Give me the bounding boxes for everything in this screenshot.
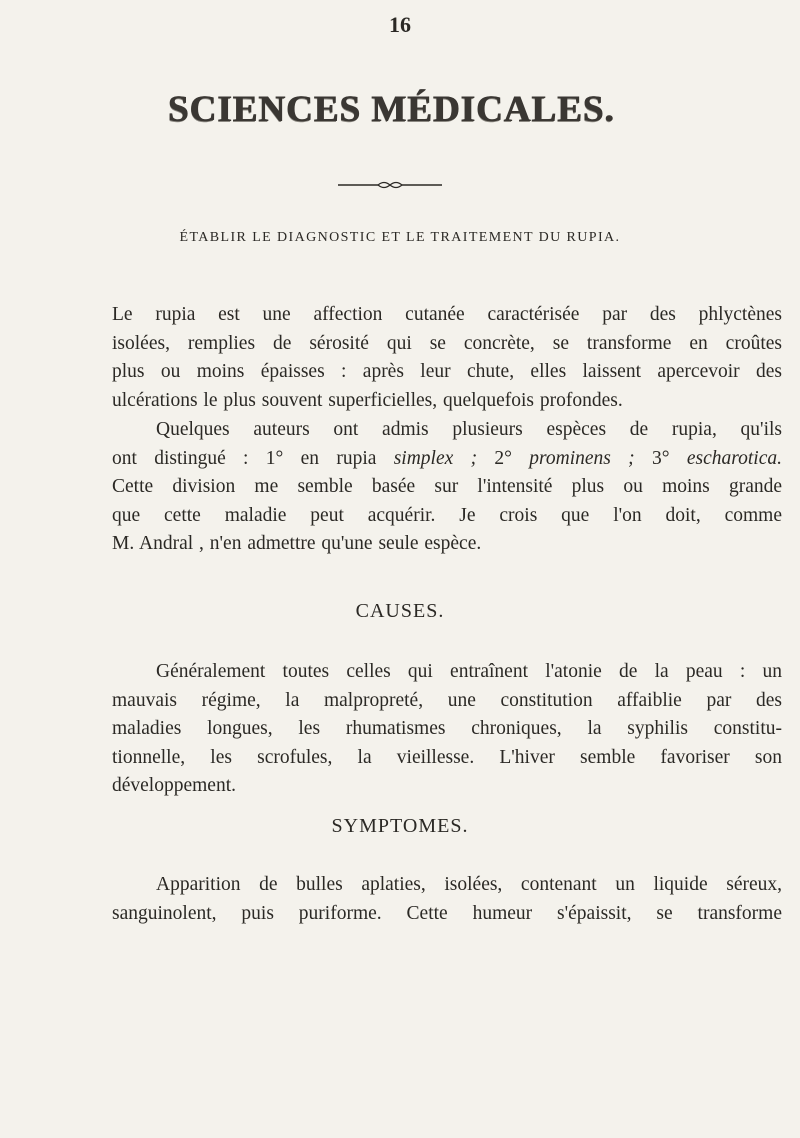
main-heading: SCIENCES MÉDICALES.	[167, 89, 615, 130]
intro-paragraph-2	[112, 416, 782, 559]
text-segment: 2°	[477, 447, 530, 469]
section-subheading: ÉTABLIR LE DIAGNOSTIC ET LE TRAITEMENT DU RUPIA.	[179, 230, 621, 245]
text-line: sanguinolent, puis puriforme. Cette humeur s'épaissit, se transforme	[112, 902, 782, 924]
causes-title: CAUSES.	[355, 600, 445, 622]
text-line	[112, 445, 782, 474]
text-line: isolées, remplies de sérosité qui se concrète, se transforme en croûtes	[112, 332, 782, 354]
text-line: maladies longues, les rhumatismes chroniques, la syphilis constitu-	[112, 718, 782, 740]
symptoms-paragraph	[112, 871, 782, 928]
text-line: ulcérations le plus souvent superficielles, quelquefois profondes.	[112, 389, 623, 411]
text-line: développement.	[112, 775, 236, 797]
text-segment: 3°	[634, 447, 687, 469]
text-line: tionnelle, les scrofules, la vieillesse. L'hiver semble favoriser son	[112, 746, 782, 768]
text-line: que cette maladie peut acquérir. Je crois que l'on doit, comme	[112, 504, 782, 526]
text-line: Apparition de bulles aplaties, isolées, contenant un liquide séreux,	[156, 874, 782, 895]
species-simplex: simplex ;	[393, 447, 478, 469]
text-line: Quelques auteurs ont admis plusieurs espèces de rupia, qu'ils	[156, 419, 782, 440]
intro-paragraph-1	[112, 301, 782, 415]
text-line: plus ou moins épaisses : après leur chute, elles laissent apercevoir des	[112, 361, 782, 383]
ornament-rule-icon	[338, 178, 442, 192]
causes-paragraph	[112, 658, 782, 801]
text-line: M. Andral , n'en admettre qu'une seule espèce.	[112, 533, 482, 555]
text-segment: ont distingué : 1° en rupia	[112, 447, 394, 469]
species-escharotica: escharotica.	[686, 447, 782, 469]
species-prominens: prominens ;	[529, 447, 635, 469]
symptoms-title: SYMPTOMES.	[331, 815, 469, 837]
text-line: mauvais régime, la malpropreté, une constitution affaiblie par des	[112, 689, 782, 711]
page-number: 16	[389, 12, 411, 37]
text-line: Cette division me semble basée sur l'intensité plus ou moins grande	[112, 476, 782, 498]
text-line: Le rupia est une affection cutanée caractérisée par des phlyctènes	[112, 304, 782, 325]
text-line: Généralement toutes celles qui entraînent l'atonie de la peau : un	[156, 661, 782, 682]
